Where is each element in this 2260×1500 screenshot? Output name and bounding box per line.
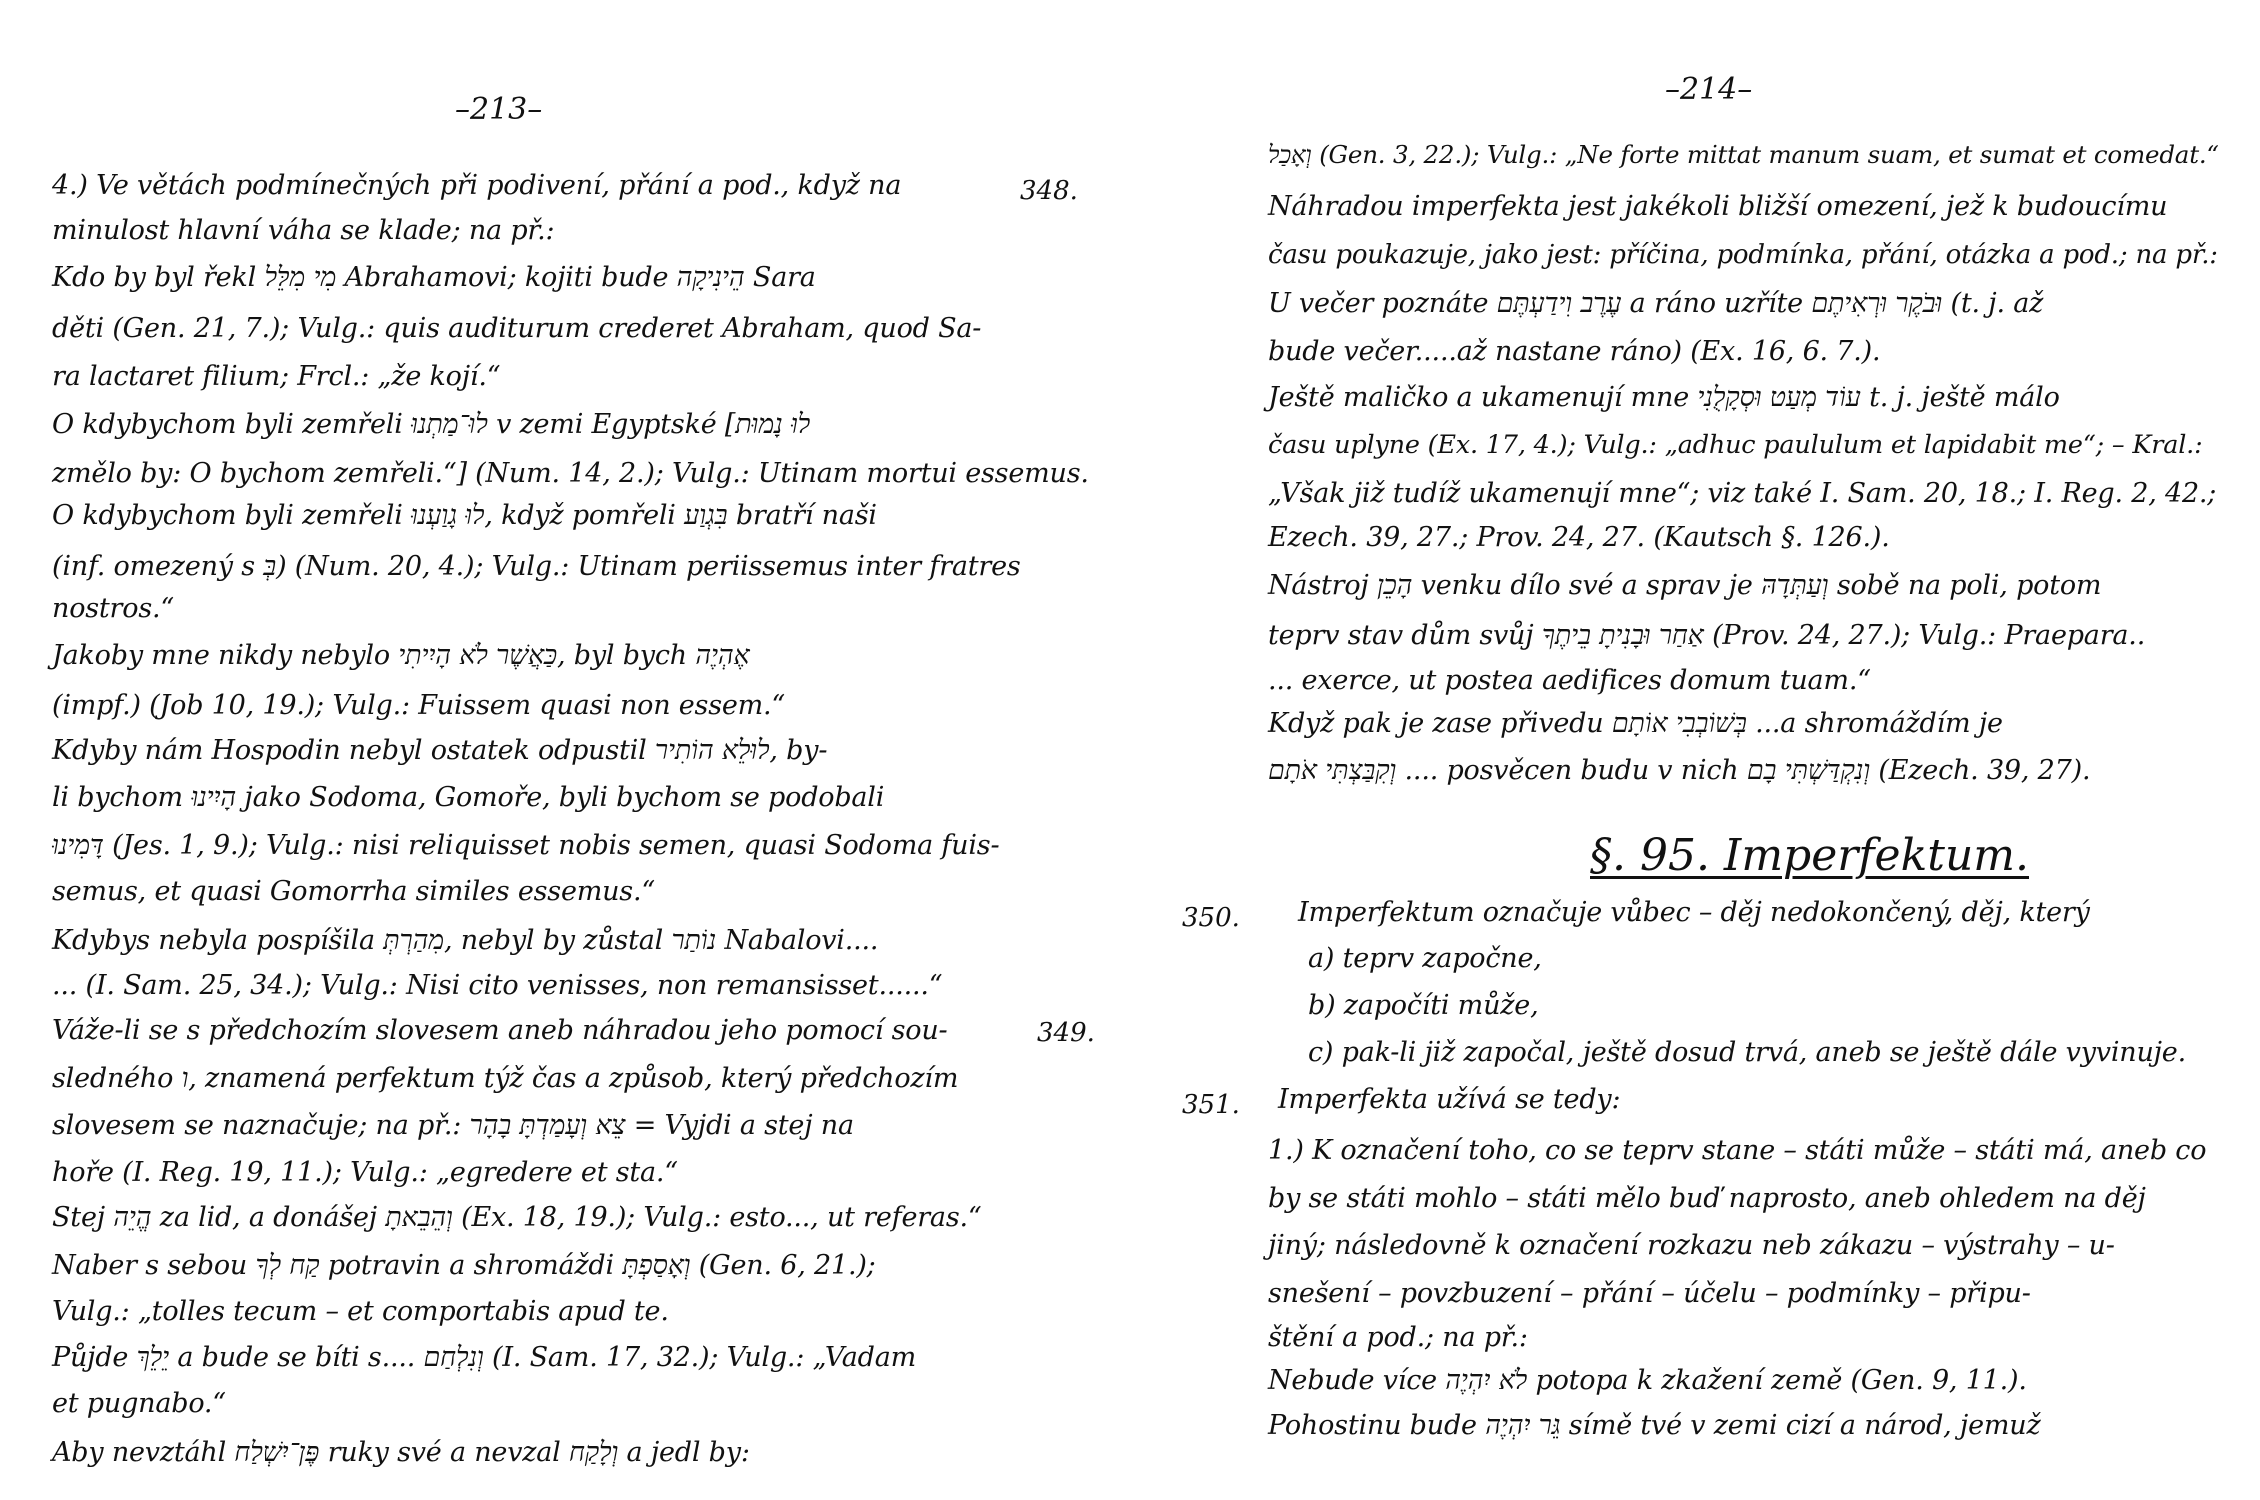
text-line: teprv stav dům svůj אַחַר וּבָנִיתָ בֵיתֶךָ (Prov. 24, 27.); Vulg.: Praepara..: [1268, 620, 2146, 651]
text-line: Když pak je zase přivedu בְּשׁוֹבְבִי אוֹתָם ...a shromáždím je: [1268, 708, 2003, 739]
text-line: 4.) Ve větách podmínečných při podivení, přání a pod., když na: [52, 170, 902, 201]
margin-number-351: 351.: [1182, 1090, 1240, 1120]
section-heading: [1590, 830, 2029, 881]
text-line: Jakoby mne nikdy nebylo כַּאֲשֶׁר לֹא הָיִיתִי, byl bych אֶהְיֶה: [52, 640, 750, 671]
text-line: Ezech. 39, 27.; Prov. 24, 27. (Kautsch §. 126.).: [1268, 522, 1890, 553]
text-line: Kdyby nám Hospodin nebyl ostatek odpustil לוּלֵא הוֹתִיר, by-: [52, 735, 828, 766]
text-line: minulost hlavní váha se klade; na př.:: [52, 215, 555, 246]
text-line: nostros.“: [52, 593, 174, 624]
text-line: slovesem se naznačuje; na př.: צֵא וְעָמַדְתָּ בָהָר = Vyjdi a stej na: [52, 1110, 854, 1141]
text-line: hoře (I. Reg. 19, 11.); Vulg.: „egredere et sta.“: [52, 1157, 678, 1188]
text-line: Váže-li se s předchozím slovesem aneb náhradou jeho pomocí sou-: [52, 1015, 948, 1046]
text-line: Stej הֱיֵה za lid, a donášej וְהֵבֵאתָ (Ex. 18, 19.); Vulg.: esto..., ut referas.“: [52, 1202, 982, 1233]
text-line: času uplyne (Ex. 17, 4.); Vulg.: „adhuc paululum et lapidabit me“; – Kral.:: [1268, 430, 2203, 460]
text-line: Nebude více לֹא יִהְיֶה potopa k zkažení země (Gen. 9, 11.).: [1268, 1365, 2027, 1396]
text-line: by se státi mohlo – státi mělo buď naprosto, aneb ohledem na děj: [1268, 1183, 2146, 1214]
text-line: Imperfekta užívá se tedy:: [1278, 1084, 1621, 1115]
text-line: Půjde יֵלֵךְ a bude se bíti s.... וְנִלְחַם (I. Sam. 17, 32.); Vulg.: „Vadam: [52, 1342, 917, 1373]
text-line: (inf. omezený s בְּ) (Num. 20, 4.); Vulg.: Utinam periissemus inter fratres: [52, 551, 1021, 582]
text-line: (impf.) (Job 10, 19.); Vulg.: Fuissem quasi non essem.“: [52, 690, 786, 721]
text-line: jiný; následovně k označení rozkazu neb zákazu – výstrahy – u-: [1268, 1230, 2115, 1261]
list-item: c) pak-li již započal, ještě dosud trvá, aneb se ještě dále vyvinuje.: [1308, 1037, 2186, 1068]
text-line: Kdo by byl řekl מִי מִלֵּל Abrahamovi; kojiti bude הֵינִיקָה Sara: [52, 262, 816, 293]
text-line: et pugnabo.“: [52, 1388, 226, 1419]
text-line: Nástroj הָכֵן venku dílo své a sprav je וְעַתְּדָהּ sobě na poli, potom: [1268, 570, 2102, 601]
text-line: „Však již tudíž ukamenují mne“; viz také I. Sam. 20, 18.; I. Reg. 2, 42.;: [1268, 478, 2217, 509]
page-number-left: –213–: [455, 92, 543, 127]
text-line: U večer poznáte עֶרֶב וִידַעְתֶּם a ráno uzříte וּבֹקֶר וּרְאִיתֶם (t. j. až: [1268, 288, 2044, 319]
text-line: וְקִבַּצְתִּי אֹתָם .... posvěcen budu v nich וְנִקְדַּשְׁתִּי בָם (Ezech. 39, 27).: [1268, 755, 2091, 786]
text-line: ra lactaret filium; Frcl.: „že kojí.“: [52, 361, 501, 392]
text-line: O kdybychom byli zemřeli לוּ־מַתְנוּ v zemi Egyptské [לוּ נָמוּת: [52, 409, 811, 440]
text-line: snešení – povzbuzení – přání – účelu – podmínky – připu-: [1268, 1278, 2031, 1309]
text-line: Náhradou imperfekta jest jakékoli bližší omezení, jež k budoucímu: [1268, 191, 2168, 222]
text-line: Pohostinu bude גֵּר יִהְיֶה símě tvé v zemi cizí a národ, jemuž: [1268, 1410, 2041, 1441]
heading-text: §. 95. Imperfektum.: [1590, 830, 2029, 881]
margin-number-348: 348.: [1020, 176, 1078, 206]
text-line: změlo by: O bychom zemřeli.“] (Num. 14, 2.); Vulg.: Utinam mortui essemus.: [52, 458, 1089, 489]
text-line: Kdybys nebyla pospíšila מִהַרְתְּ, nebyl by zůstal נוֹתַר Nabalovi....: [52, 925, 879, 956]
margin-number-349: 349.: [1037, 1018, 1095, 1048]
list-item: b) započíti může,: [1308, 990, 1539, 1021]
text-line: O kdybychom byli zemřeli לוּ גָוַעְנוּ, když pomřeli בִּגְוַע bratří naši: [52, 500, 877, 531]
text-line: bude večer.....až nastane ráno) (Ex. 16, 6. 7.).: [1268, 336, 1881, 367]
text-line: Aby nevztáhl פֶּן־יִשְׁלַח ruky své a nevzal וְלָקַח a jedl by:: [52, 1437, 750, 1468]
text-line: štění a pod.; na př.:: [1268, 1322, 1528, 1353]
text-line: sledného ו, znamená perfektum týž čas a způsob, který předchozím: [52, 1063, 959, 1094]
margin-number-350: 350.: [1182, 903, 1240, 933]
text-line: ... (I. Sam. 25, 34.); Vulg.: Nisi cito venisses, non remansisset......“: [52, 970, 943, 1001]
text-line: Ještě maličko a ukamenují mne עוֹד מְעַט וּסְקָלֻנִי t. j. ještě málo: [1268, 382, 2060, 413]
text-line: semus, et quasi Gomorrha similes essemus.“: [52, 876, 655, 907]
text-line: ... exerce, ut postea aedifices domum tuam.“: [1268, 665, 1871, 696]
text-line: času poukazuje, jako jest: příčina, podmínka, přání, otázka a pod.; na př.:: [1268, 240, 2218, 270]
text-line: וְאָכַל (Gen. 3, 22.); Vulg.: „Ne forte mittat manum suam, et sumat et comedat.“: [1268, 140, 2219, 169]
text-line: Naber s sebou קַח לְךָ potravin a shromáždi וְאָסַפְתָּ (Gen. 6, 21.);: [52, 1250, 876, 1281]
text-line: li bychom הָיִינוּ jako Sodoma, Gomoře, byli bychom se podobali: [52, 782, 885, 813]
text-line: דָּמִינוּ (Jes. 1, 9.); Vulg.: nisi reliquisset nobis semen, quasi Sodoma fuis-: [52, 830, 1000, 861]
text-line: Vulg.: „tolles tecum – et comportabis apud te.: [52, 1296, 669, 1327]
right-page: [1130, 0, 2260, 1500]
text-line: děti (Gen. 21, 7.); Vulg.: quis auditurum crederet Abraham, quod Sa-: [52, 313, 982, 344]
text-line: 1.) K označení toho, co se teprv stane – státi může – státi má, aneb co: [1268, 1135, 2207, 1166]
page-number-right: –214–: [1665, 72, 1753, 107]
list-item: a) teprv započne,: [1308, 943, 1542, 974]
text-line: Imperfektum označuje vůbec – děj nedokončený, děj, který: [1298, 897, 2090, 928]
